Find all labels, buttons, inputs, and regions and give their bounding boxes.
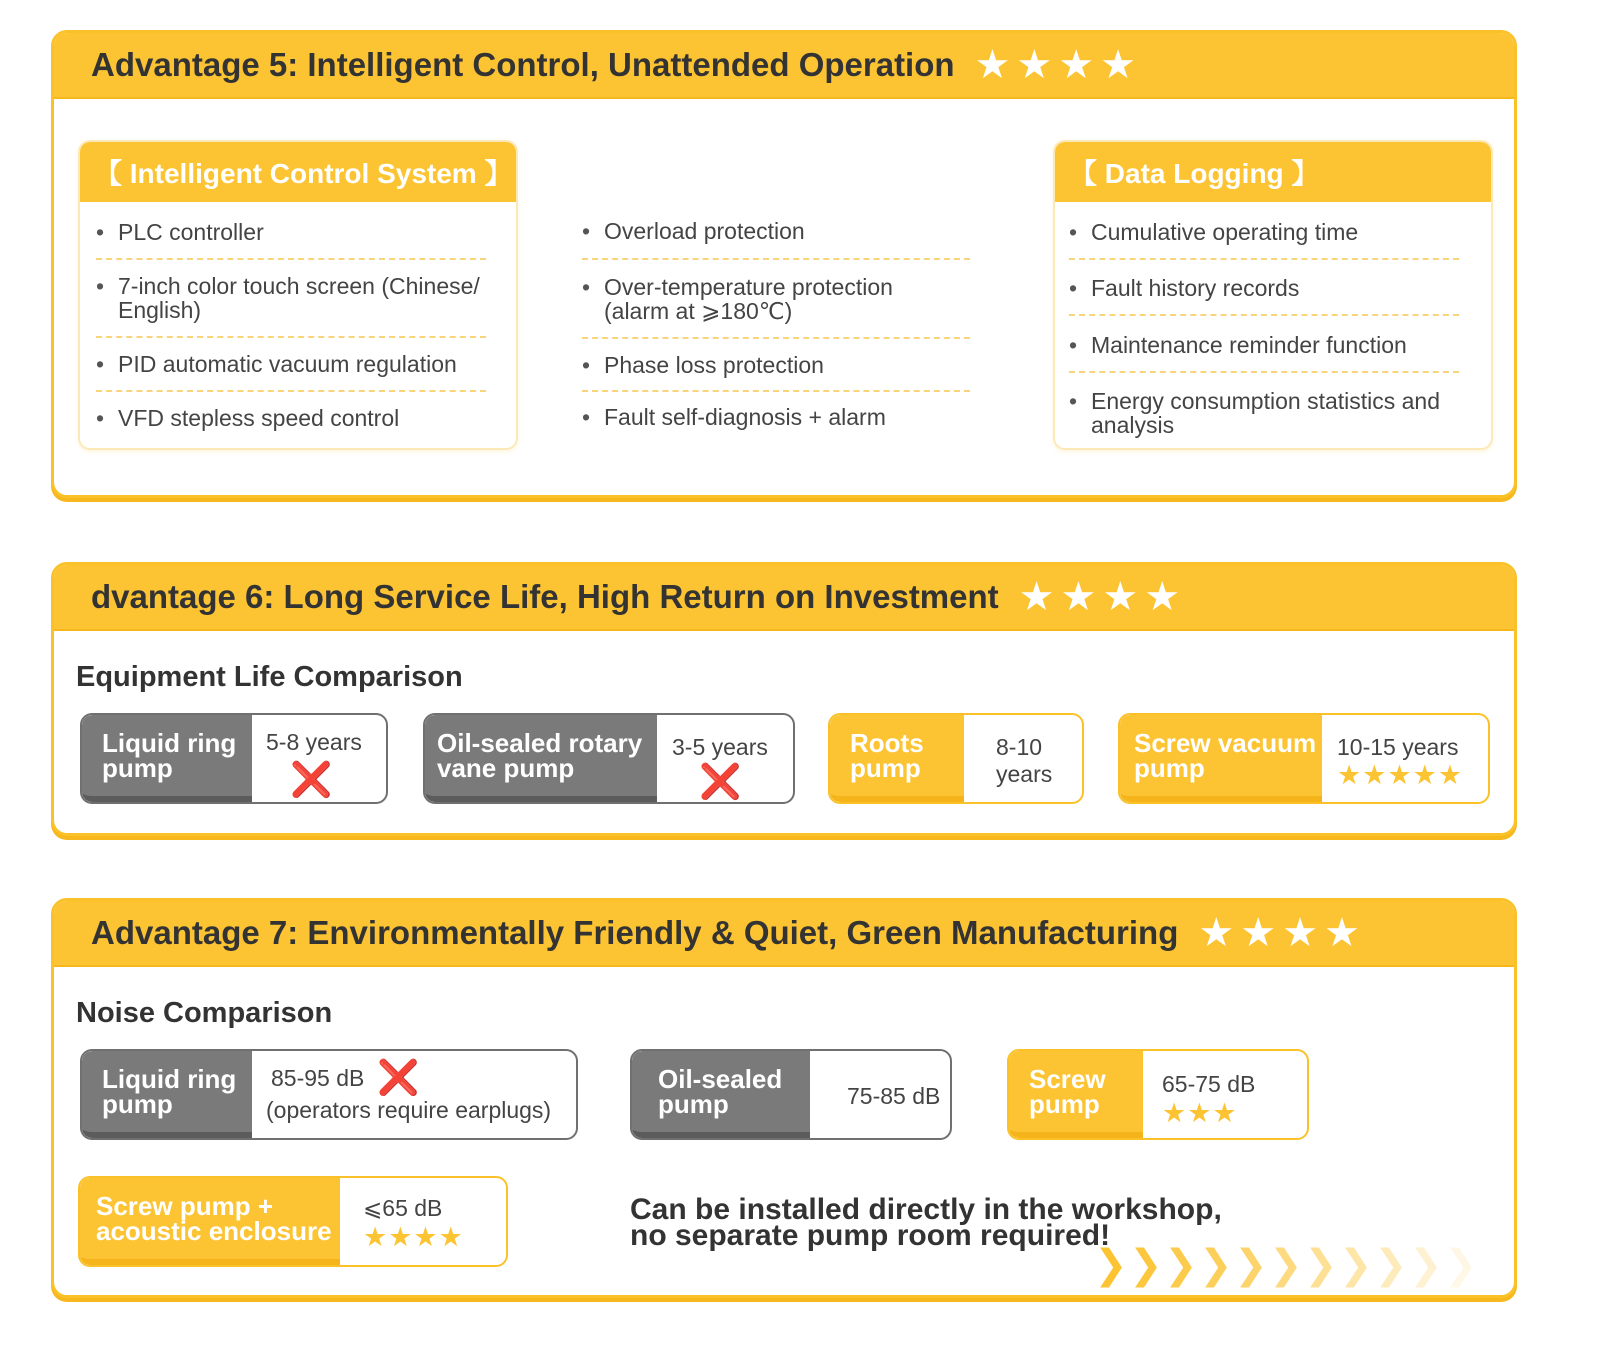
- list-item: • Fault self-diagnosis + alarm: [582, 405, 952, 429]
- cross-icon: ❌: [290, 761, 333, 799]
- equipment-life-subtitle: Equipment Life Comparison: [76, 661, 463, 693]
- intelligent-control-system-box: [78, 140, 518, 450]
- card-label: Oil-sealed pump: [632, 1051, 810, 1138]
- card-value: 10-15 years: [1337, 734, 1459, 760]
- chevron-right-icon: ❯: [1129, 1243, 1163, 1287]
- advantage-5-panel: [51, 30, 1517, 498]
- noise-comparison-subtitle: Noise Comparison: [76, 997, 333, 1029]
- intelligent-control-system-title: 【 Intelligent Control System 】: [80, 142, 516, 202]
- advantage-5-title: Advantage 5: Intelligent Control, Unattended Operation: [91, 46, 955, 83]
- card-value: ⩽65 dB: [363, 1195, 443, 1221]
- advantage-7-panel: [51, 898, 1517, 1298]
- list-item: • PLC controller: [96, 220, 496, 244]
- list-item: • VFD stepless speed control: [96, 406, 506, 430]
- chevron-right-icon: ❯: [1094, 1243, 1128, 1287]
- advantage-7-title: Advantage 7: Environmentally Friendly & Quiet, Green Manufacturing: [91, 914, 1179, 951]
- list-item: • PID automatic vacuum regulation: [96, 352, 506, 376]
- chevron-right-icon: ❯: [1164, 1243, 1198, 1287]
- life-card-screw: [1118, 713, 1490, 804]
- list-item: • Cumulative operating time: [1069, 220, 1469, 244]
- divider: [96, 336, 486, 338]
- card-value: 8-10 years: [996, 734, 1053, 787]
- list-item: • 7-inch color touch screen (Chinese/ English): [96, 274, 506, 322]
- noise-card-liquid-ring: [80, 1049, 578, 1140]
- life-card-liquid-ring: [80, 713, 388, 804]
- divider: [1069, 371, 1459, 373]
- data-logging-box: [1053, 140, 1493, 450]
- chevron-right-icon: ❯: [1234, 1243, 1268, 1287]
- noise-card-screw: [1007, 1049, 1309, 1140]
- list-item: • Overload protection: [582, 219, 952, 243]
- advantage-6-title: dvantage 6: Long Service Life, High Return on Investment: [91, 578, 999, 615]
- chevron-right-icon: ❯: [1199, 1243, 1233, 1287]
- card-label: Oil-sealed rotary vane pump: [425, 715, 657, 802]
- data-logging-title: 【 Data Logging 】: [1055, 142, 1491, 202]
- noise-card-oil-sealed: [630, 1049, 952, 1140]
- divider: [96, 258, 486, 260]
- chevron-right-icon: ❯: [1409, 1243, 1443, 1287]
- card-label: Screw pump: [1009, 1051, 1143, 1138]
- list-item: • Fault history records: [1069, 276, 1469, 300]
- rating-stars-icon: ★★★: [1162, 1098, 1238, 1128]
- cross-icon: ❌: [377, 1059, 420, 1097]
- advantage-5-header: [54, 33, 1514, 99]
- noise-card-screw-enclosure: [78, 1176, 508, 1267]
- chevron-right-icon: ❯: [1374, 1243, 1408, 1287]
- card-value: 75-85 dB: [847, 1083, 941, 1109]
- rating-stars-icon: ★★★★: [974, 43, 1142, 87]
- divider: [1069, 314, 1459, 316]
- divider: [96, 390, 486, 392]
- chevron-right-icon: ❯: [1444, 1243, 1478, 1287]
- card-value: 5-8 years: [266, 729, 362, 755]
- list-item: • Maintenance reminder function: [1069, 333, 1469, 357]
- card-label: Liquid ring pump: [82, 1051, 252, 1138]
- advantage-6-header: [54, 565, 1514, 631]
- workshop-callout: Can be installed directly in the workshop, no separate pump room required!: [630, 1193, 1222, 1252]
- life-card-roots: [828, 713, 1084, 804]
- advantage-6-panel: [51, 562, 1517, 836]
- advantage-7-header: [54, 901, 1514, 967]
- list-item: • Over-temperature protection (alarm at ⩾180℃): [582, 275, 922, 323]
- card-label: Screw vacuum pump: [1120, 715, 1322, 802]
- card-label: Liquid ring pump: [82, 715, 252, 802]
- card-label: Roots pump: [830, 715, 964, 802]
- chevron-right-icon: ❯: [1304, 1243, 1338, 1287]
- rating-stars-icon: ★★★★: [1018, 575, 1187, 619]
- chevron-right-icon: ❯: [1339, 1243, 1373, 1287]
- chevron-right-icon: ❯: [1269, 1243, 1303, 1287]
- card-label: Screw pump + acoustic enclosure: [80, 1178, 340, 1265]
- rating-stars-icon: ★★★★: [1198, 911, 1366, 955]
- card-value: 3-5 years: [672, 734, 768, 760]
- card-note: (operators require earplugs): [266, 1097, 552, 1123]
- life-card-oil-sealed: [423, 713, 795, 804]
- divider: [582, 258, 970, 260]
- divider: [582, 390, 970, 392]
- list-item: • Phase loss protection: [582, 353, 952, 377]
- cross-icon: ❌: [699, 763, 742, 801]
- card-value: 65-75 dB: [1162, 1071, 1256, 1097]
- list-item: • Energy consumption statistics and analysis: [1069, 389, 1469, 437]
- rating-stars-icon: ★★★★★: [1337, 760, 1464, 790]
- card-value: 85-95 dB: [271, 1065, 365, 1091]
- divider: [582, 337, 970, 339]
- rating-stars-icon: ★★★★: [363, 1222, 464, 1252]
- divider: [1069, 258, 1459, 260]
